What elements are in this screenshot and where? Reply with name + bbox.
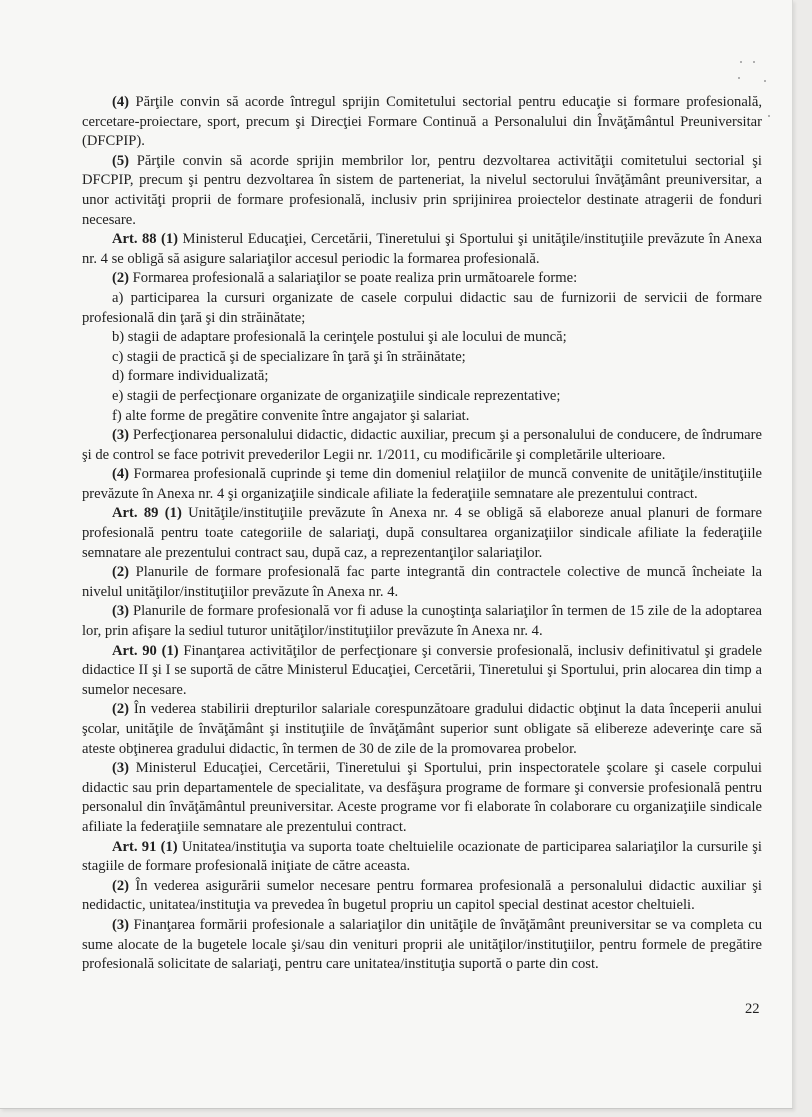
paragraph-lead: (2) — [112, 877, 130, 894]
paragraph — [82, 328, 762, 348]
paragraph-text: Perfecţionarea personalului didactic, didactic auxiliar, precum şi a personalului de conducere, de îndrumare şi de control se face potrivit prevederilor Legii nr. 1/2011, cu modificările şi completările ulterioare. — [82, 427, 762, 463]
paragraph — [82, 426, 762, 465]
paragraph-lead: (2) — [112, 701, 130, 718]
paragraph-lead: (4) — [112, 94, 130, 110]
article-paragraph — [82, 230, 762, 269]
paragraph-text: d) formare individualizată; — [112, 368, 269, 385]
article-paragraph — [82, 838, 762, 877]
paragraph — [82, 759, 762, 837]
paragraph-lead: (3) — [112, 427, 130, 444]
paragraph-text: Unităţile/instituţiile prevăzute în Anexa nr. 4 se obligă să elaboreze anual planuri de formare profesională pentru toate categoriile de salariaţi, după consultarea organizaţiilor sindicale afiliate la federaţiile semnatare ale prezentului contract sau, după caz, a reprezentanţilor salariaţilor. — [82, 505, 762, 561]
scan-speck — [738, 77, 740, 79]
paragraph-text: Formarea profesională a salariaţilor se poate realiza prin următoarele forme: — [129, 270, 578, 287]
paragraph-lead: (3) — [112, 760, 130, 777]
paragraph-text: Unitatea/instituţia va suporta toate cheltuielile ocazionate de participarea salariaţilor la cursurile şi stagiile de formare profesională iniţiate de către aceasta. — [82, 838, 762, 875]
paragraph — [82, 93, 762, 152]
paragraph — [82, 877, 762, 916]
paragraph — [82, 465, 762, 504]
paragraph-text: e) stagii de perfecţionare organizate de organizaţiile sindicale reprezentative; — [112, 387, 561, 404]
scan-speck — [764, 80, 766, 82]
paragraph-lead: (2) — [112, 270, 130, 287]
paragraph-text: Finanţarea formării profesionale a salariaţilor din unităţile de învăţământ preuniversitar se va completa cu sume alocate de la bugetele locale şi/sau din venituri proprii ale unităţilor/instituţiilor, pentru formele de pregătire profesională solicitate de salariaţi, pentru care unitatea/instituţia suportă o parte din cost. — [82, 916, 762, 973]
scan-speck — [768, 115, 770, 117]
paragraph — [82, 269, 762, 289]
paragraph-lead: (5) — [112, 152, 130, 169]
paragraph-lead: (2) — [112, 564, 130, 581]
paragraph-lead: (4) — [112, 466, 130, 483]
paragraph-lead: Art. 89 (1) — [112, 505, 182, 522]
paragraph-lead: (3) — [112, 916, 130, 933]
paragraph — [82, 289, 762, 328]
paragraph-text: Ministerul Educaţiei, Cercetării, Tineretului şi Sportului şi unităţile/instituţiile prevăzute în Anexa nr. 4 se obligă să asigure salariaţilor accesul periodic la formarea profesională. — [82, 231, 762, 267]
paragraph — [82, 563, 762, 602]
scan-speck — [740, 61, 742, 63]
paragraph-text: Finanţarea activităţilor de perfecţionare şi conversie profesională, inclusiv definitivatul şi gradele didactice II şi I se suportă de către Ministerul Educaţiei, Cercetării, Tineretului şi Sportului, prin alocarea din timp a sumelor necesare. — [82, 642, 763, 698]
paragraph-text: a) participarea la cursuri organizate de casele corpului didactic sau de furnizorii de servicii de formare profesională din ţară şi din străinătate; — [82, 289, 762, 326]
paragraph-text: Părţile convin să acorde sprijin membrilor lor, pentru dezvoltarea activităţii comitetului sectorial şi DFCPIP, precum şi pentru dezvoltarea în sistem de parteneriat, la nivelul sectorului învăţământ preuniversitar, a unor activităţi proprii de formare profesională, inclusiv prin sprijinirea proiectelor destinate atragerii de fonduri necesare. — [82, 152, 762, 228]
paragraph-text: f) alte forme de pregătire convenite între angajator şi salariat. — [112, 407, 470, 424]
paragraph — [82, 700, 762, 759]
paragraph-lead: Art. 90 (1) — [112, 642, 179, 659]
paragraph-lead: (3) — [112, 603, 130, 620]
paragraph-text: În vederea stabilirii drepturilor salariale corespunzătoare gradului didactic obţinut la data începerii anului şcolar, unităţile de învăţământ şi instituţiile de învăţământ superior sunt obligate să elibereze adeverinţe care să ateste obţinerea gradului didactic, în termen de 30 de zile de la promovarea probelor. — [82, 701, 762, 757]
page-number: 22 — [745, 1001, 760, 1017]
scan-speck — [753, 61, 755, 63]
article-paragraph — [82, 642, 762, 701]
paragraph — [82, 367, 762, 387]
paragraph-text: Ministerul Educaţiei, Cercetării, Tineretului şi Sportului, prin inspectoratele şcolare şi casele corpului didactic sau prin departamentele de specialitate, va desfăşura programe de formare şi conversie profesională pentru personalul din învăţământul preuniversitar. Aceste programe vor fi elaborate în colaborare cu organizaţiile sindicale afiliate la federaţiile semnatare ale prezentului contract. — [82, 760, 762, 835]
paragraph-text: c) stagii de practică şi de specializare în ţară şi în străinătate; — [112, 348, 466, 365]
paragraph — [82, 348, 762, 368]
article-paragraph — [82, 504, 762, 563]
paragraph-text: Părţile convin să acorde întregul sprijin Comitetului sectorial pentru educaţie si formare profesională, cercetare-proiectare, sport, precum şi Direcţiei Formare Continuă a Personalului din Învăţământul Preuniversitar (DFCPIP). — [82, 94, 762, 150]
paragraph-text: Planurile de formare profesională fac parte integrantă din contractele colective de muncă încheiate la nivelul unităţilor/instituţiilor prevăzute în Anexa nr. 4. — [82, 564, 762, 600]
paragraph-lead: Art. 88 (1) — [112, 231, 179, 248]
paragraph-text: b) stagii de adaptare profesională la cerinţele postului şi ale locului de muncă; — [112, 329, 567, 346]
paragraph — [82, 152, 762, 230]
document-body — [82, 93, 762, 975]
paragraph — [82, 916, 762, 975]
paragraph — [82, 407, 762, 427]
paragraph-text: Formarea profesională cuprinde şi teme din domeniul relaţiilor de muncă convenite de unităţile/instituţiile prevăzute în Anexa nr. 4 şi organizaţiile sindicale afiliate la federaţiile semnatare ale prezentului contract. — [82, 466, 762, 502]
paragraph-text: Planurile de formare profesională vor fi aduse la cunoştinţa salariaţilor în termen de 15 zile de la adoptarea lor, prin afişare la sediul tuturor unităţilor/instituţiilor prevăzute în Anexa nr. 4. — [82, 603, 762, 640]
paragraph — [82, 387, 762, 407]
paragraph-text: În vederea asigurării sumelor necesare pentru formarea profesională a personalului didactic auxiliar şi nedidactic, unitatea/instituţia va prevedea în bugetul propriu un capitol special destinat acestor cheltuieli. — [82, 877, 762, 914]
paragraph-lead: Art. 91 (1) — [112, 838, 178, 855]
paragraph — [82, 602, 762, 641]
